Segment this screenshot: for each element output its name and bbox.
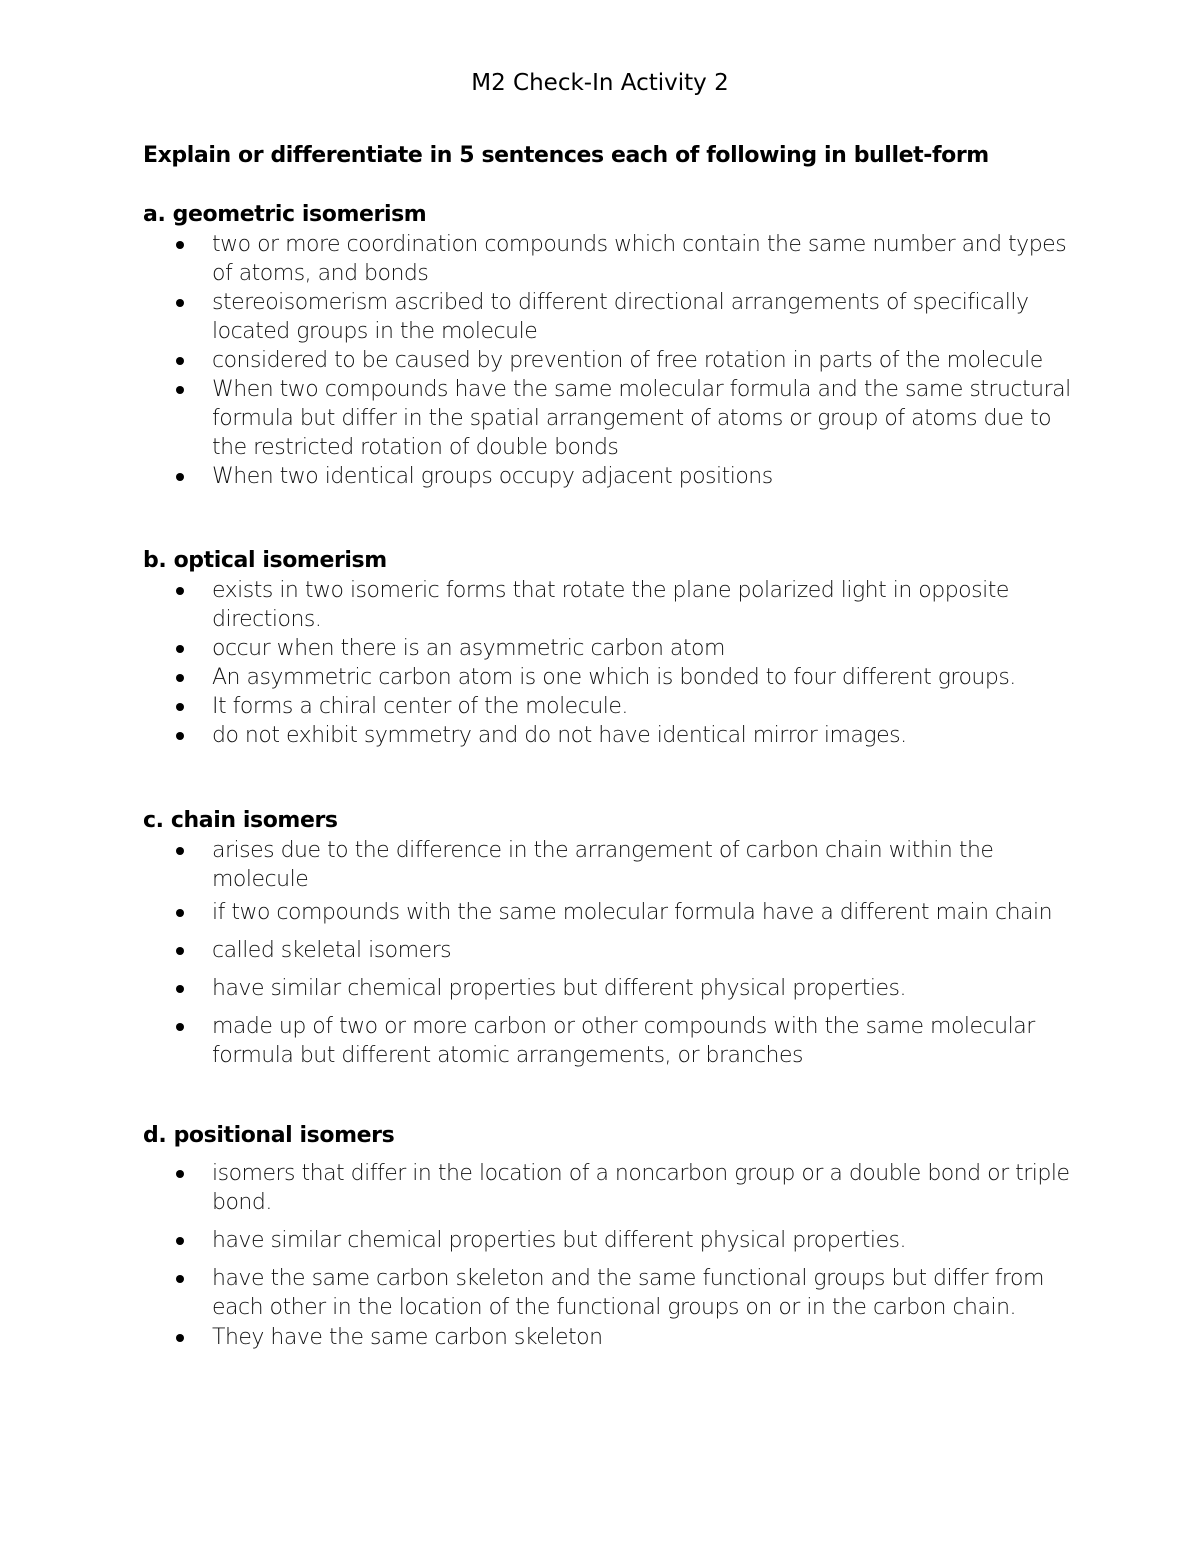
bullet-icon bbox=[176, 985, 184, 993]
bullet-icon bbox=[176, 1334, 184, 1342]
page-title: M2 Check-In Activity 2 bbox=[471, 70, 729, 96]
section-chain-isomers bbox=[143, 806, 1073, 1070]
bullet-icon bbox=[176, 847, 184, 855]
bullet-icon bbox=[176, 299, 184, 307]
list-item-text: have the same carbon skeleton and the same functional groups but differ from each other in the location of the functional groups on or in the carbon chain. bbox=[212, 1266, 1044, 1320]
list-item bbox=[143, 974, 1073, 1003]
bullet-icon bbox=[176, 473, 184, 481]
list-item bbox=[143, 634, 1073, 663]
list-item bbox=[143, 576, 1073, 634]
bullet-icon bbox=[176, 674, 184, 682]
list-item bbox=[143, 721, 1073, 750]
list-item-text: When two compounds have the same molecular formula and the same structural formula but differ in the spatial arrangement of atoms or group of atoms due to the restricted rotation of double bonds bbox=[212, 377, 1071, 460]
list-item-text: have similar chemical properties but different physical properties. bbox=[212, 976, 907, 1001]
list-item bbox=[143, 663, 1073, 692]
list-item-text: An asymmetric carbon atom is one which is bonded to four different groups. bbox=[212, 665, 1016, 690]
bullet-icon bbox=[176, 1275, 184, 1283]
list-item bbox=[143, 692, 1073, 721]
list-item-text: arises due to the difference in the arrangement of carbon chain within the molecule bbox=[212, 838, 994, 892]
section-heading: d. positional isomers bbox=[143, 1123, 395, 1148]
list-item-text: if two compounds with the same molecular formula have a different main chain bbox=[212, 900, 1053, 925]
list-item-text: made up of two or more carbon or other compounds with the same molecular formula but different atomic arrangements, or branches bbox=[212, 1014, 1035, 1068]
list-item-text: stereoisomerism ascribed to different directional arrangements of specifically located groups in the molecule bbox=[212, 290, 1029, 344]
list-item bbox=[143, 346, 1073, 375]
list-item-text: exists in two isomeric forms that rotate the plane polarized light in opposite directions. bbox=[212, 578, 1009, 632]
bullet-icon bbox=[176, 587, 184, 595]
bullet-icon bbox=[176, 909, 184, 917]
list-item bbox=[143, 836, 1073, 894]
list-item bbox=[143, 462, 1073, 491]
bullet-icon bbox=[176, 703, 184, 711]
bullet-list bbox=[143, 230, 1073, 491]
list-item bbox=[143, 1264, 1073, 1322]
bullet-icon bbox=[176, 357, 184, 365]
section-optical-isomerism bbox=[143, 546, 1073, 750]
section-heading: b. optical isomerism bbox=[143, 548, 387, 573]
list-item-text: called skeletal isomers bbox=[212, 938, 452, 963]
section-heading: a. geometric isomerism bbox=[143, 202, 427, 227]
list-item bbox=[143, 1012, 1073, 1070]
section-geometric-isomerism bbox=[143, 200, 1073, 491]
list-item-text: occur when there is an asymmetric carbon atom bbox=[212, 636, 725, 661]
bullet-icon bbox=[176, 1023, 184, 1031]
list-item bbox=[143, 1226, 1073, 1255]
list-item-text: considered to be caused by prevention of free rotation in parts of the molecule bbox=[212, 348, 1043, 373]
section-heading: c. chain isomers bbox=[143, 808, 338, 833]
bullet-icon bbox=[176, 1237, 184, 1245]
list-item bbox=[143, 1323, 1073, 1352]
list-item-text: do not exhibit symmetry and do not have identical mirror images. bbox=[212, 723, 907, 748]
bullet-icon bbox=[176, 386, 184, 394]
bullet-list bbox=[143, 576, 1073, 750]
bullet-icon bbox=[176, 645, 184, 653]
list-item-text: two or more coordination compounds which contain the same number and types of atoms, and bonds bbox=[212, 232, 1067, 286]
bullet-icon bbox=[176, 732, 184, 740]
list-item bbox=[143, 288, 1073, 346]
bullet-icon bbox=[176, 947, 184, 955]
instructions: Explain or differentiate in 5 sentences each of following in bullet-form bbox=[143, 143, 989, 168]
bullet-list bbox=[143, 836, 1073, 1070]
list-item bbox=[143, 936, 1073, 965]
bullet-icon bbox=[176, 241, 184, 249]
list-item-text: When two identical groups occupy adjacent positions bbox=[212, 464, 773, 489]
section-positional-isomers bbox=[143, 1121, 1073, 1352]
list-item-text: They have the same carbon skeleton bbox=[212, 1325, 603, 1350]
list-item bbox=[143, 375, 1073, 462]
list-item-text: have similar chemical properties but different physical properties. bbox=[212, 1228, 907, 1253]
list-item bbox=[143, 1159, 1073, 1217]
list-item-text: It forms a chiral center of the molecule. bbox=[212, 694, 628, 719]
bullet-list bbox=[143, 1159, 1073, 1352]
list-item bbox=[143, 230, 1073, 288]
list-item-text: isomers that differ in the location of a noncarbon group or a double bond or triple bond. bbox=[212, 1161, 1070, 1215]
list-item bbox=[143, 898, 1073, 927]
bullet-icon bbox=[176, 1170, 184, 1178]
